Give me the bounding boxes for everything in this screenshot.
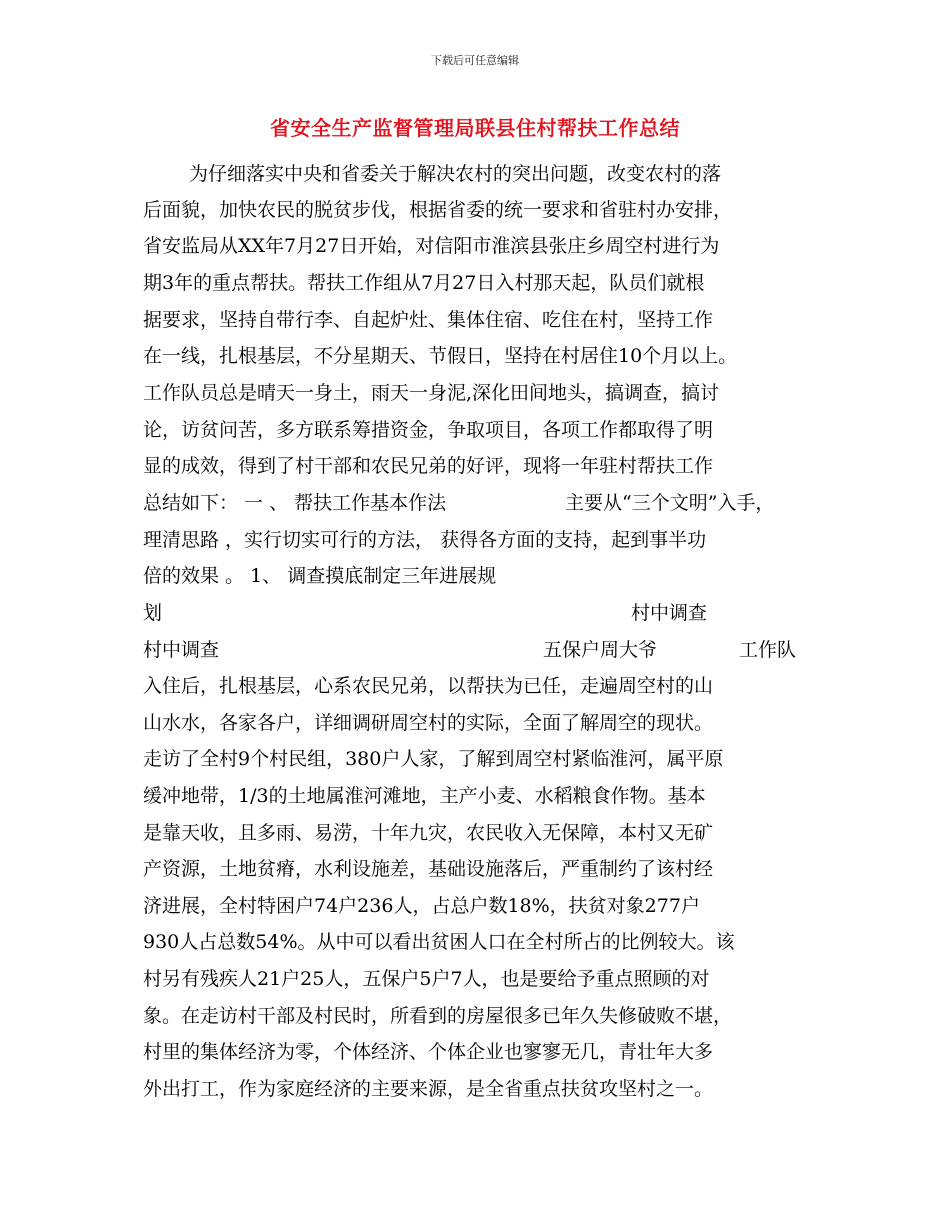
body-line-21: 济进展，全村特困户74户236人，占总户数18%，扶贫对象277户: [143, 895, 700, 917]
body-line-3: 省安监局从XX年7月27日开始，对信阳市淮滨县张庄乡周空村进行为: [143, 235, 720, 257]
body-line-13: [143, 600, 823, 626]
header-note: 下载后可任意编辑: [431, 54, 519, 67]
body-line-20: 产资源，土地贫瘠，水利设施差，基础设施落后，严重制约了该村经: [143, 858, 714, 880]
body-line-4: 期3年的重点帮扶。帮扶工作组从7月27日入村那天起，队员们就根: [143, 272, 705, 294]
body-line-11: 理清思路 ，实行切实可行的方法， 获得各方面的支持，起到事半功: [143, 529, 707, 551]
body-line-7: 工作队员总是晴天一身土，雨天一身泥,深化田间地头，搞调查，搞讨: [143, 382, 720, 404]
body-line-18: 缓冲地带，1/3的土地属淮河滩地，主产小麦、水稻粮食作物。基本: [143, 785, 706, 807]
body-line-15: 入住后，扎根基层，心系农民兄弟，以帮扶为已任，走遍周空村的山: [143, 675, 714, 697]
body-line-8: 论，访贫问苦，多方联系筹措资金，争取项目，各项工作都取得了明: [143, 419, 714, 441]
body-line-22: 930人占总数54%。从中可以看出贫困人口在全村所占的比例较大。该: [143, 931, 735, 953]
document-title: 省安全生产监督管理局联县住村帮扶工作总结: [270, 116, 680, 140]
body-line-16: 山水水，各家各户，详细调研周空村的实际，全面了解周空的现状。: [143, 712, 714, 734]
image-caption-wubaohu: 五保户周大爷: [543, 639, 658, 661]
body-line-24: 象。在走访村干部及村民时，所看到的房屋很多已年久失修破败不堪，: [143, 1005, 733, 1027]
body-line-26: 外出打工，作为家庭经济的主要来源，是全省重点扶贫攻坚村之一。: [143, 1078, 714, 1100]
body-line-14-end: 工作队: [739, 639, 797, 661]
body-line-25: 村里的集体经济为零，个体经济、个体企业也寥寥无几，青壮年大多: [143, 1041, 714, 1063]
body-line-2: 后面貌，加快农民的脱贫步伐，根据省委的统一要求和省驻村办安排，: [143, 199, 733, 221]
body-line-1: 为仔细落实中央和省委关于解决农村的突出问题，改变农村的落: [189, 163, 722, 185]
body-line-13-start: 划: [143, 602, 163, 624]
section-intro: 主要从“三个文明”入手，: [565, 492, 775, 514]
body-line-14: [143, 637, 823, 663]
body-line-9: 显的成效，得到了村干部和农民兄弟的好评，现将一年驻村帮扶工作: [143, 455, 714, 477]
body-line-6: 在一线，扎根基层，不分星期天、节假日，坚持在村居住10个月以上。: [143, 345, 738, 367]
body-line-17: 走访了全村9个村民组，380户人家，了解到周空村紧临淮河，属平原: [143, 748, 724, 770]
image-caption-village-survey-2: 村中调查: [143, 639, 220, 661]
body-line-23: 村另有残疾人21户25人，五保户5户7人，也是要给予重点照顾的对: [143, 968, 710, 990]
body-line-19: 是靠天收，且多雨、易涝，十年九灾，农民收入无保障，本村又无矿: [143, 822, 714, 844]
body-line-10: [143, 490, 823, 516]
section-heading-1: 总结如下： 一 、 帮扶工作基本作法: [143, 492, 447, 514]
body-line-5: 据要求，坚持自带行李、自起炉灶、集体住宿、吃住在村，坚持工作: [143, 309, 714, 331]
body-line-12: 倍的效果 。 1、 调查摸底制定三年进展规: [143, 565, 497, 587]
image-caption-village-survey: 村中调查: [631, 602, 708, 624]
